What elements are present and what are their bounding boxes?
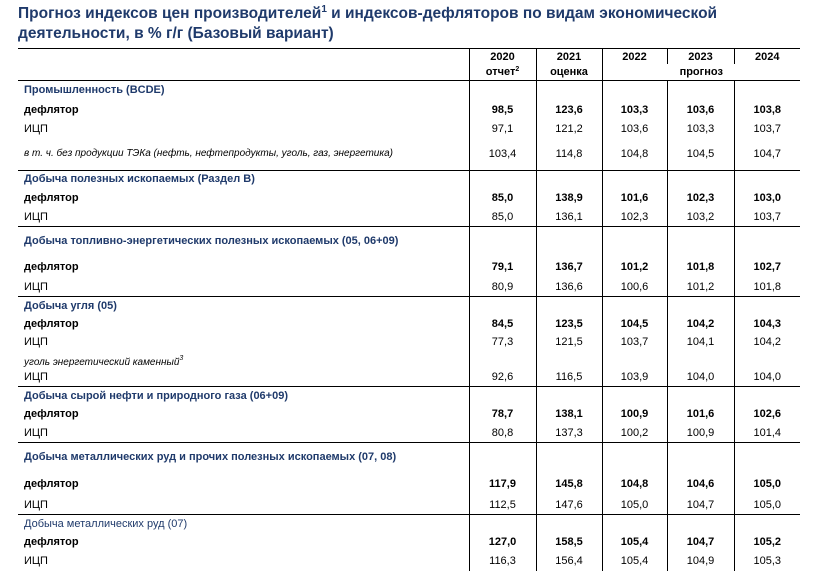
value-cell: 105,3 <box>734 552 800 571</box>
value-cell: 116,5 <box>536 369 602 387</box>
value-cell: 127,0 <box>469 533 536 552</box>
col-year-2021: 2021 <box>536 49 602 65</box>
empty-cell <box>536 81 602 100</box>
table-row <box>18 120 800 139</box>
value-cell: 101,6 <box>667 405 734 424</box>
value-cell: 104,5 <box>602 315 667 333</box>
value-cell: 104,2 <box>734 333 800 351</box>
empty-cell <box>734 443 800 472</box>
table-row <box>18 255 800 279</box>
value-cell <box>602 351 667 369</box>
section-row <box>18 387 800 405</box>
empty-cell <box>469 81 536 100</box>
value-cell: 100,9 <box>602 405 667 424</box>
value-cell: 121,5 <box>536 333 602 351</box>
value-cell: 103,7 <box>734 208 800 227</box>
row-label-footnote: 3 <box>179 354 184 362</box>
row-label-note <box>18 139 469 171</box>
value-cell: 102,7 <box>734 255 800 279</box>
row-label: ИЦП <box>24 281 48 294</box>
empty-cell <box>734 81 800 100</box>
empty-cell <box>734 515 800 533</box>
empty-cell <box>734 227 800 255</box>
title-line1-end: и индексов-дефляторов по видам экономической <box>326 5 718 22</box>
value-cell: 104,3 <box>734 315 800 333</box>
col-sub-report <box>469 64 536 81</box>
empty-cell <box>667 171 734 188</box>
value-cell <box>536 351 602 369</box>
table-row <box>18 496 800 515</box>
row-label: дефлятор <box>24 536 79 548</box>
value-cell: 116,3 <box>469 552 536 571</box>
value-cell: 121,2 <box>536 120 602 139</box>
empty-cell <box>602 443 667 472</box>
empty-cell <box>602 297 667 315</box>
value-cell <box>667 351 734 369</box>
table-row <box>18 533 800 552</box>
value-cell: 136,6 <box>536 279 602 297</box>
empty-cell <box>469 515 536 533</box>
row-label: ИЦП <box>24 426 48 439</box>
value-cell: 104,7 <box>734 139 800 171</box>
empty-cell <box>602 515 667 533</box>
value-cell: 137,3 <box>536 424 602 443</box>
section-title: Добыча угля (05) <box>18 297 469 315</box>
section-row <box>18 515 800 533</box>
table-row <box>18 100 800 120</box>
table-row <box>18 139 800 171</box>
empty-cell <box>667 297 734 315</box>
value-cell: 105,0 <box>734 472 800 496</box>
title-line1: Прогноз индексов цен производителей <box>18 5 322 22</box>
value-cell: 92,6 <box>469 369 536 387</box>
empty-cell <box>602 387 667 405</box>
value-cell: 103,6 <box>602 120 667 139</box>
value-cell: 104,1 <box>667 333 734 351</box>
value-cell: 103,9 <box>602 369 667 387</box>
title-line2: деятельности, в % г/г (Базовый вариант) <box>18 25 334 42</box>
row-label: дефлятор <box>24 477 79 490</box>
value-cell: 102,3 <box>602 208 667 227</box>
empty-cell <box>734 171 800 188</box>
value-cell: 100,2 <box>602 424 667 443</box>
col-sub-estimate: оценка <box>536 64 602 81</box>
col-sub-report-text: отчет <box>485 66 516 78</box>
value-cell: 104,7 <box>667 496 734 515</box>
value-cell: 103,7 <box>734 120 800 139</box>
value-cell: 104,2 <box>667 315 734 333</box>
value-cell: 101,4 <box>734 424 800 443</box>
value-cell: 102,6 <box>734 405 800 424</box>
row-label: дефлятор <box>24 191 79 204</box>
value-cell: 145,8 <box>536 472 602 496</box>
row-label: ИЦП <box>24 555 48 567</box>
empty-cell <box>536 227 602 255</box>
value-cell: 80,9 <box>469 279 536 297</box>
value-cell: 100,9 <box>667 424 734 443</box>
value-cell: 104,8 <box>602 139 667 171</box>
header-blank <box>18 49 469 65</box>
empty-cell <box>667 227 734 255</box>
section-title: Добыча полезных ископаемых (Раздел B) <box>18 171 469 188</box>
row-label: дефлятор <box>24 103 79 116</box>
header-blank-2 <box>18 64 469 81</box>
value-cell: 114,8 <box>536 139 602 171</box>
value-cell: 123,6 <box>536 100 602 120</box>
section-title: Добыча металлических руд и прочих полезных ископаемых (07, 08) <box>18 443 469 472</box>
value-cell: 85,0 <box>469 208 536 227</box>
table-row <box>18 424 800 443</box>
empty-cell <box>469 387 536 405</box>
section-title: Добыча топливно-энергетических полезных ископаемых (05, 06+09) <box>18 227 469 255</box>
row-label: дефлятор <box>24 317 79 330</box>
value-cell: 104,6 <box>667 472 734 496</box>
col-year-2024: 2024 <box>734 49 800 65</box>
empty-cell <box>734 387 800 405</box>
value-cell: 117,9 <box>469 472 536 496</box>
empty-cell <box>469 443 536 472</box>
value-cell: 136,1 <box>536 208 602 227</box>
col-year-2023: 2023 <box>667 49 734 65</box>
value-cell: 105,2 <box>734 533 800 552</box>
table-row <box>18 315 800 333</box>
value-cell: 103,7 <box>602 333 667 351</box>
value-cell: 123,5 <box>536 315 602 333</box>
table-row <box>18 279 800 297</box>
header-sub-row <box>18 64 800 81</box>
empty-cell <box>602 227 667 255</box>
value-cell <box>469 351 536 369</box>
value-cell: 77,3 <box>469 333 536 351</box>
table-row <box>18 369 800 387</box>
empty-cell <box>602 171 667 188</box>
value-cell: 103,0 <box>734 188 800 208</box>
value-cell: 98,5 <box>469 100 536 120</box>
section-row <box>18 227 800 255</box>
row-label-note <box>18 351 469 369</box>
empty-cell <box>602 81 667 100</box>
empty-cell <box>536 297 602 315</box>
value-cell: 103,2 <box>667 208 734 227</box>
row-label: ИЦП <box>24 498 48 511</box>
row-label-text: уголь энергетический каменный <box>24 356 180 368</box>
value-cell: 102,3 <box>667 188 734 208</box>
value-cell: 103,3 <box>667 120 734 139</box>
table-row <box>18 333 800 351</box>
value-cell: 103,4 <box>469 139 536 171</box>
value-cell: 101,2 <box>602 255 667 279</box>
empty-cell <box>536 443 602 472</box>
col-sub-report-footnote: 2 <box>515 66 520 73</box>
value-cell: 105,0 <box>602 496 667 515</box>
empty-cell <box>469 297 536 315</box>
value-cell: 101,2 <box>667 279 734 297</box>
title-footnote-mark: 1 <box>321 4 327 15</box>
value-cell: 138,1 <box>536 405 602 424</box>
section-row <box>18 171 800 188</box>
value-cell: 101,6 <box>602 188 667 208</box>
value-cell: 103,3 <box>602 100 667 120</box>
col-sub-forecast: прогноз <box>602 64 800 81</box>
value-cell: 104,0 <box>667 369 734 387</box>
value-cell: 158,5 <box>536 533 602 552</box>
row-label: ИЦП <box>24 335 48 348</box>
empty-cell <box>667 81 734 100</box>
value-cell: 147,6 <box>536 496 602 515</box>
value-cell: 103,8 <box>734 100 800 120</box>
table-row <box>18 188 800 208</box>
header-years-row <box>18 49 800 65</box>
row-label: ИЦП <box>24 210 48 223</box>
empty-cell <box>469 171 536 188</box>
section-row <box>18 297 800 315</box>
table-row <box>18 208 800 227</box>
value-cell: 101,8 <box>667 255 734 279</box>
value-cell: 101,8 <box>734 279 800 297</box>
value-cell: 138,9 <box>536 188 602 208</box>
empty-cell <box>667 515 734 533</box>
value-cell: 79,1 <box>469 255 536 279</box>
section-title: Добыча сырой нефти и природного газа (06+09) <box>18 387 469 405</box>
value-cell <box>734 351 800 369</box>
value-cell: 104,7 <box>667 533 734 552</box>
section-title: Добыча металлических руд (07) <box>18 515 469 533</box>
value-cell: 103,6 <box>667 100 734 120</box>
value-cell: 104,5 <box>667 139 734 171</box>
empty-cell <box>536 387 602 405</box>
empty-cell <box>667 443 734 472</box>
empty-cell <box>536 171 602 188</box>
table-row <box>18 405 800 424</box>
value-cell: 97,1 <box>469 120 536 139</box>
value-cell: 105,4 <box>602 552 667 571</box>
section-row <box>18 443 800 472</box>
row-label: дефлятор <box>24 260 79 273</box>
value-cell: 104,9 <box>667 552 734 571</box>
section-row <box>18 81 800 100</box>
value-cell: 85,0 <box>469 188 536 208</box>
row-label: ИЦП <box>24 123 48 135</box>
empty-cell <box>667 387 734 405</box>
value-cell: 78,7 <box>469 405 536 424</box>
price-index-table <box>18 48 800 571</box>
row-label: дефлятор <box>24 408 79 420</box>
value-cell: 156,4 <box>536 552 602 571</box>
value-cell: 104,0 <box>734 369 800 387</box>
value-cell: 100,6 <box>602 279 667 297</box>
value-cell: 136,7 <box>536 255 602 279</box>
value-cell: 105,0 <box>734 496 800 515</box>
empty-cell <box>734 297 800 315</box>
value-cell: 112,5 <box>469 496 536 515</box>
table-row <box>18 351 800 369</box>
col-year-2022: 2022 <box>602 49 667 65</box>
value-cell: 84,5 <box>469 315 536 333</box>
row-label: ИЦП <box>24 371 48 384</box>
value-cell: 80,8 <box>469 424 536 443</box>
empty-cell <box>536 515 602 533</box>
row-label-text: в т. ч. без продукции ТЭКа (нефть, нефтепродукты, уголь, газ, энергетика) <box>24 148 393 160</box>
page-title <box>18 4 818 44</box>
empty-cell <box>469 227 536 255</box>
col-year-2020: 2020 <box>469 49 536 65</box>
section-title: Промышленность (BCDE) <box>18 81 469 100</box>
value-cell: 104,8 <box>602 472 667 496</box>
table-row <box>18 552 800 571</box>
value-cell: 105,4 <box>602 533 667 552</box>
table-row <box>18 472 800 496</box>
